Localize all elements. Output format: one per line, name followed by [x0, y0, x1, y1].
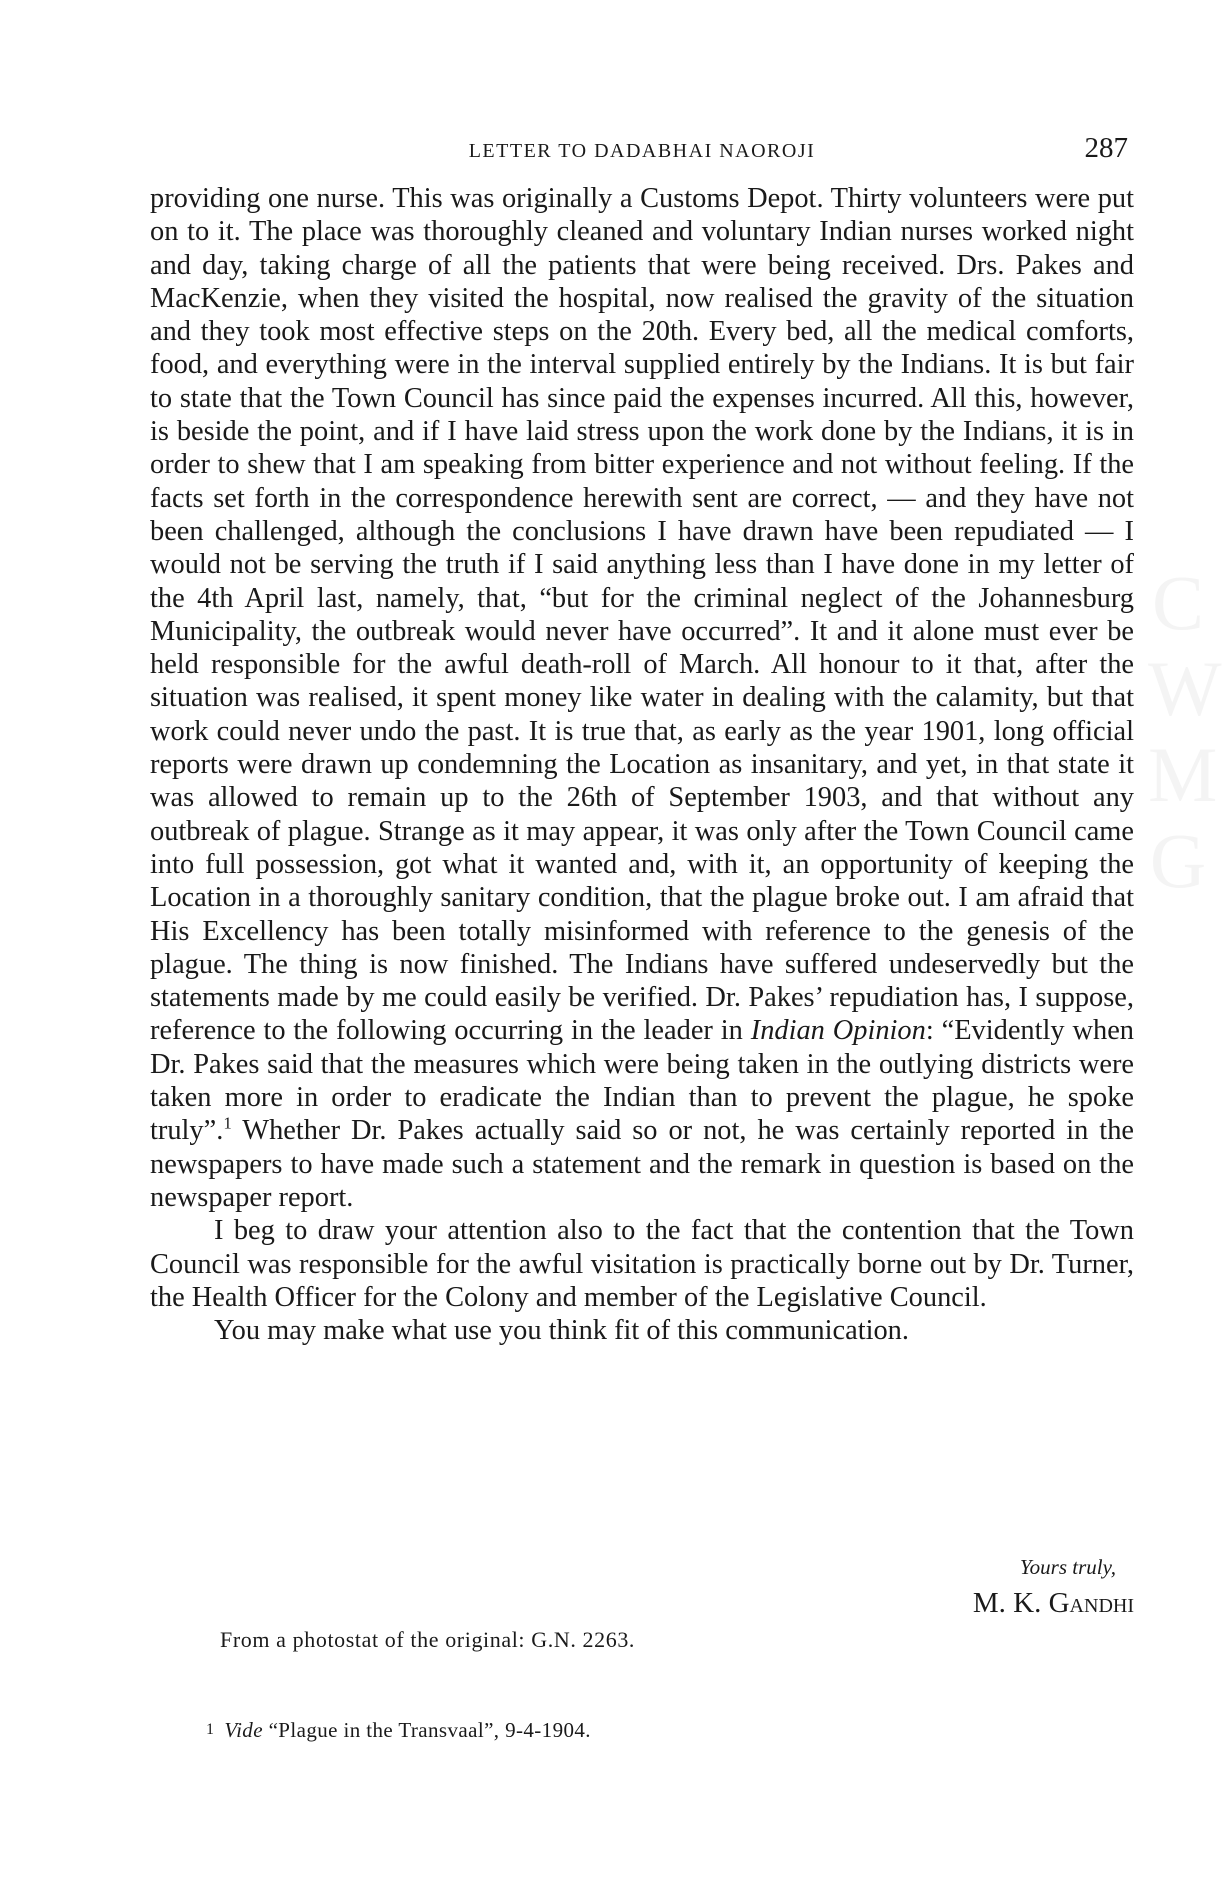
- footnote-reference: 1: [223, 1113, 232, 1133]
- watermark: C W M G: [1148, 559, 1222, 904]
- body-paragraph-3: You may make what use you think fit of this communication.: [214, 1315, 909, 1347]
- running-header: [150, 132, 1134, 172]
- paragraph-1-text-b: : “Evidently when Dr. Pakes said that the measures which were being taken in the outlying districts were taken more in order to eradicate the Indian than to prevent the plague, he spoke truly”.: [150, 1015, 1134, 1147]
- page-number: 287: [1084, 132, 1128, 164]
- footnote-vide: Vide: [224, 1718, 263, 1742]
- signature: M. K. Gandhi: [972, 1587, 1134, 1619]
- paragraph-1-text-a: providing one nurse. This was originally a Customs Depot. Thirty volunteers were put on to it. The place was thoroughly cleaned and voluntary Indian nurses worked night and day, taking charge of all the patients that were being received. Drs. Pakes and MacKenzie, when they visited the hospital, now realised the gravity of the situation and they took most effective steps on the 20th. Every bed, all the medical comforts, food, and everything were in the interval supplied entirely by the Indians. It is but fair to state that the Town Council has since paid the expenses incurred. All this, however, is beside the point, and if I have laid stress upon the work done by the Indians, it is in order to shew that I am speaking from bitter experience and not without feeling. If the facts set forth in the correspondence herewith sent are correct, — and they have not been challenged, although the conclusions I have drawn have been repudiated — I would not be serving the truth if I said anything less than I have done in my letter of the 4th April last, namely, that, “but for the criminal neglect of the Johannesburg Municipality, the outbreak would never have occurred”. It and it alone must ever be held responsible for the awful death-roll of March. All honour to it that, after the situation was realised, it spent money like water in dealing with the calamity, but that work could never undo the past. It is true that, as early as the year 1901, long official reports were drawn up condemning the Location as insanitary, and yet, in that state it was allowed to remain up to the 26th of September 1903, and that without any outbreak of plague. Strange as it may appear, it was only after the Town Council came into full possession, got what it wanted and, with it, an opportunity of keeping the Location in a thoroughly sanitary condition, that the plague broke out. I am afraid that His Excellency has been totally misinformed with reference to the genesis of the plague. The thing is now finished. The Indians have suffered undeservedly but the statements made by me could easily be verified. Dr. Pakes’ repudiation has, I suppose, reference to the following occurring in the leader in: [150, 183, 1134, 1047]
- footnote: [206, 1718, 591, 1743]
- letter-body: [150, 182, 1134, 1347]
- source-note: From a photostat of the original: G.N. 2263.: [220, 1627, 636, 1652]
- footnote-text: “Plague in the Transvaal”, 9-4-1904.: [262, 1718, 591, 1742]
- body-paragraph-2: I beg to draw your attention also to the fact that the contention that the Town Council was responsible for the awful visitation is practically borne out by Dr. Turner, the Health Officer for the Colony and member of the Legislative Council.: [150, 1215, 1134, 1313]
- paragraph-1-text-c: Whether Dr. Pakes actually said so or not, he was certainly reported in the newspapers to have made such a statement and the remark in question is based on the newspaper report.: [150, 1115, 1134, 1213]
- body-paragraph-1: [150, 182, 1134, 1214]
- closing-phrase: Yours truly,: [1019, 1555, 1116, 1579]
- signoff: [150, 1553, 1134, 1621]
- running-title: LETTER TO DADABHAI NAOROJI: [468, 140, 816, 162]
- footnote-mark: 1: [206, 1721, 215, 1738]
- publication-title: Indian Opinion: [750, 1015, 926, 1047]
